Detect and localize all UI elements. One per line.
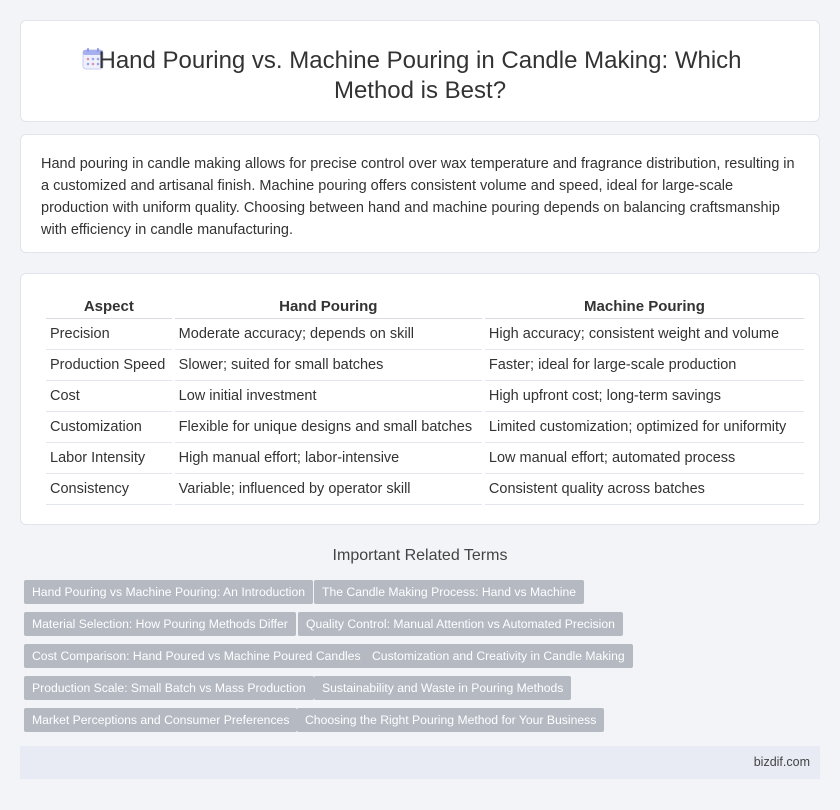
header-card	[20, 20, 820, 122]
table-row	[46, 350, 804, 381]
related-term-tag[interactable]: Cost Comparison: Hand Poured vs Machine Poured Candles	[24, 644, 369, 668]
related-term-tag[interactable]: Market Perceptions and Consumer Preferences	[24, 708, 297, 732]
comparison-table	[43, 295, 807, 505]
table-header-row	[46, 295, 804, 319]
related-term-tag[interactable]: Customization and Creativity in Candle Making	[364, 644, 633, 668]
footer	[20, 746, 820, 779]
row-machine-value: Faster; ideal for large-scale production	[485, 350, 804, 381]
column-header-hand-pouring: Hand Pouring	[175, 295, 482, 319]
row-aspect: Consistency	[46, 474, 172, 505]
row-hand-value: Slower; suited for small batches	[175, 350, 482, 381]
related-term-tag[interactable]: Material Selection: How Pouring Methods Differ	[24, 612, 296, 636]
column-header-aspect: Aspect	[46, 295, 172, 319]
row-machine-value: High upfront cost; long-term savings	[485, 381, 804, 412]
row-machine-value: Consistent quality across batches	[485, 474, 804, 505]
row-aspect: Labor Intensity	[46, 443, 172, 474]
related-term-tag[interactable]: Quality Control: Manual Attention vs Automated Precision	[298, 612, 623, 636]
row-aspect: Production Speed	[46, 350, 172, 381]
row-hand-value: Variable; influenced by operator skill	[175, 474, 482, 505]
related-term-tag[interactable]: Sustainability and Waste in Pouring Methods	[314, 676, 571, 700]
table-row	[46, 381, 804, 412]
related-term-tag[interactable]: Hand Pouring vs Machine Pouring: An Introduction	[24, 580, 313, 604]
column-header-machine-pouring: Machine Pouring	[485, 295, 804, 319]
row-machine-value: Limited customization; optimized for uniformity	[485, 412, 804, 443]
row-machine-value: High accuracy; consistent weight and volume	[485, 319, 804, 350]
row-hand-value: Low initial investment	[175, 381, 482, 412]
table-row	[46, 474, 804, 505]
table-row	[46, 412, 804, 443]
related-term-tag[interactable]: The Candle Making Process: Hand vs Machine	[314, 580, 584, 604]
related-terms-heading: Important Related Terms	[332, 547, 508, 564]
page-title: Hand Pouring vs. Machine Pouring in Candle Making: Which Method is Best?	[98, 47, 742, 104]
intro-card	[20, 134, 820, 253]
comparison-table-card	[20, 273, 820, 525]
related-term-tag[interactable]: Choosing the Right Pouring Method for Your Business	[297, 708, 604, 732]
row-aspect: Precision	[46, 319, 172, 350]
row-hand-value: Moderate accuracy; depends on skill	[175, 319, 482, 350]
footer-site-link[interactable]: bizdif.com	[753, 755, 810, 769]
table-row	[46, 319, 804, 350]
table-row	[46, 443, 804, 474]
row-hand-value: Flexible for unique designs and small batches	[175, 412, 482, 443]
row-machine-value: Low manual effort; automated process	[485, 443, 804, 474]
row-hand-value: High manual effort; labor-intensive	[175, 443, 482, 474]
related-term-tag[interactable]: Production Scale: Small Batch vs Mass Production	[24, 676, 314, 700]
row-aspect: Cost	[46, 381, 172, 412]
row-aspect: Customization	[46, 412, 172, 443]
intro-paragraph: Hand pouring in candle making allows for precise control over wax temperature and fragrance distribution, resulting in a customized and artisanal finish. Machine pouring offers consistent volume and speed, ideal for large-scale production with uniform quality. Choosing between hand and machine pouring depends on balancing craftsmanship with efficiency in candle manufacturing.	[41, 156, 795, 238]
